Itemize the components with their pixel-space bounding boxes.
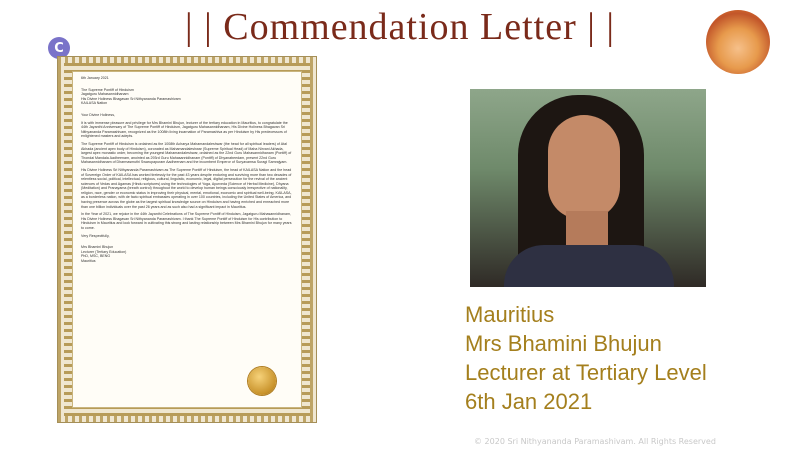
commendation-letter-image: [57, 56, 317, 423]
info-block: [465, 300, 785, 416]
portrait-photo: [470, 89, 706, 287]
letter-paragraph: His Divine Holiness Sri Nithyananda Paramashivam as The Supreme Pontiff of Hinduism, the head of KAILASA Nation and the head of Sovereign Order of KAILASA has worked tirelessly for the past 43 years despite enduring and surviving more than two decades of relentless social, political, intellectual, religious, cultural, linguistic, economic, legal, digital persecution for the revival of the ancient sciences of Vedas and Agamas (Hindu scriptures) using the technologies of Yoga, Ayurveda (Science of Herbal Medicine), Dhyana (Meditation) and Pranayama (breath control) throughout the world to develop human beings consciously irrespective of nationality, religion, race, gender or economic status in improving their physical, mental, emotional, economic and spiritual well-being. KAILASA, as a borderless nation, with de facto spiritual embassies operating in over 100 countries, including the United States of America, and having presence across the globe as the largest spiritual knowledge source on Hinduism and having enriched and enreached more than one billion individuals over the past 26 years and as such also had a significant impact in Mauritius.: [81, 167, 292, 209]
letter-paragraph: In the Year of 2021, we rejoice in the 44th Jayanthi Celebrations of The Supreme Pontiff of Hinduism, Jagatguru Mahasannidhanam, His Divine Holiness Bhagavan Sri Nithyananda Paramashivam. I thank The Supreme Pontiff of Hinduism for His contribution to Hinduism in Mauritius and look forward in cultivating this strong and lasting relationship between Mrs Bhamini Bhujun for many years to come.: [81, 212, 292, 231]
letter-date: 6th January 2021: [81, 76, 109, 80]
gold-seal-icon: [248, 367, 276, 395]
letter-paragraph: The Supreme Pontiff of Hinduism is ordained as the 1008th Acharya Mahamandaleshwar (the head for all spiritual leaders) of Atal Akhada (ancient apex body of Hinduism), coronated as Mahamandaleshwar (Supreme Spiritual Head) of Maha Nirvani Akhada, largest apex monastic order, becoming the youngest Mahamandaleshwar, ordained as the 22nd Guru Mahasannidhanam (Pontiff) of Thondai Mandala Aadheenam, anointed as 293rd Guru Mahasannidhanam (Pontiff) of Dhyanabeedam, present 22nd Guru Mahasannidhanam of Dharmasmuthi Swarupapuram Aadheenam and the incumbent Emperor of Suryavamsa Suragi Samrajyam.: [81, 141, 292, 165]
letter-recipient-line: The Supreme Pontiff of Hinduism: [81, 87, 134, 92]
letter-salutation: Your Divine Holiness,: [81, 112, 116, 117]
letter-page: [72, 71, 302, 408]
letter-recipient-line: KAILASA Nation: [81, 101, 108, 106]
info-country: Mauritius: [465, 302, 555, 327]
photo-shirt: [504, 245, 674, 287]
info-role: Lecturer at Tertiary Level: [465, 360, 707, 385]
c-circle-icon[interactable]: C: [48, 37, 70, 59]
letter-signature-line: Mrs Bhamini Bhujun: [81, 245, 114, 250]
letter-signature-line: PhD, MSC, BENG: [81, 254, 111, 259]
info-date: 6th Jan 2021: [465, 389, 593, 414]
letter-recipient-line: Jagatguru Mahasannidhanam: [81, 92, 129, 97]
copyright-text: © 2020 Sri Nithyananda Paramashivam. All Rights Reserved: [474, 437, 716, 446]
letter-paragraph: It is with immense pleasure and privilege for Mrs Bhamini Bhujun, lecturer of the tertiary education in Mauritius, to congratulate the 44th Jayanthi Anniversary of The Supreme Pontiff of Hinduism, Jagatguru Mahasannidhanam, His Divine Holiness Bhagavan Sri Nithyananda Paramashivam, recognized as the 1008th living incarnation of Paramashiva as per Hinduism by His predecessors of enlightened masters and adepts.: [81, 120, 288, 139]
info-name: Mrs Bhamini Bhujun: [465, 331, 662, 356]
avatar: [706, 10, 770, 74]
letter-recipient-line: His Divine Holiness Bhagavan Sri Nithyananda Paramashivam: [81, 96, 181, 101]
letter-closing: Very Respectfully,: [81, 233, 110, 238]
photo-face: [548, 115, 620, 219]
letter-signature-line: Lecturer (Tertiary Education): [81, 249, 127, 254]
letter-signature-line: Mauritius: [81, 259, 96, 263]
page-title: | | Commendation Letter | |: [185, 6, 615, 48]
